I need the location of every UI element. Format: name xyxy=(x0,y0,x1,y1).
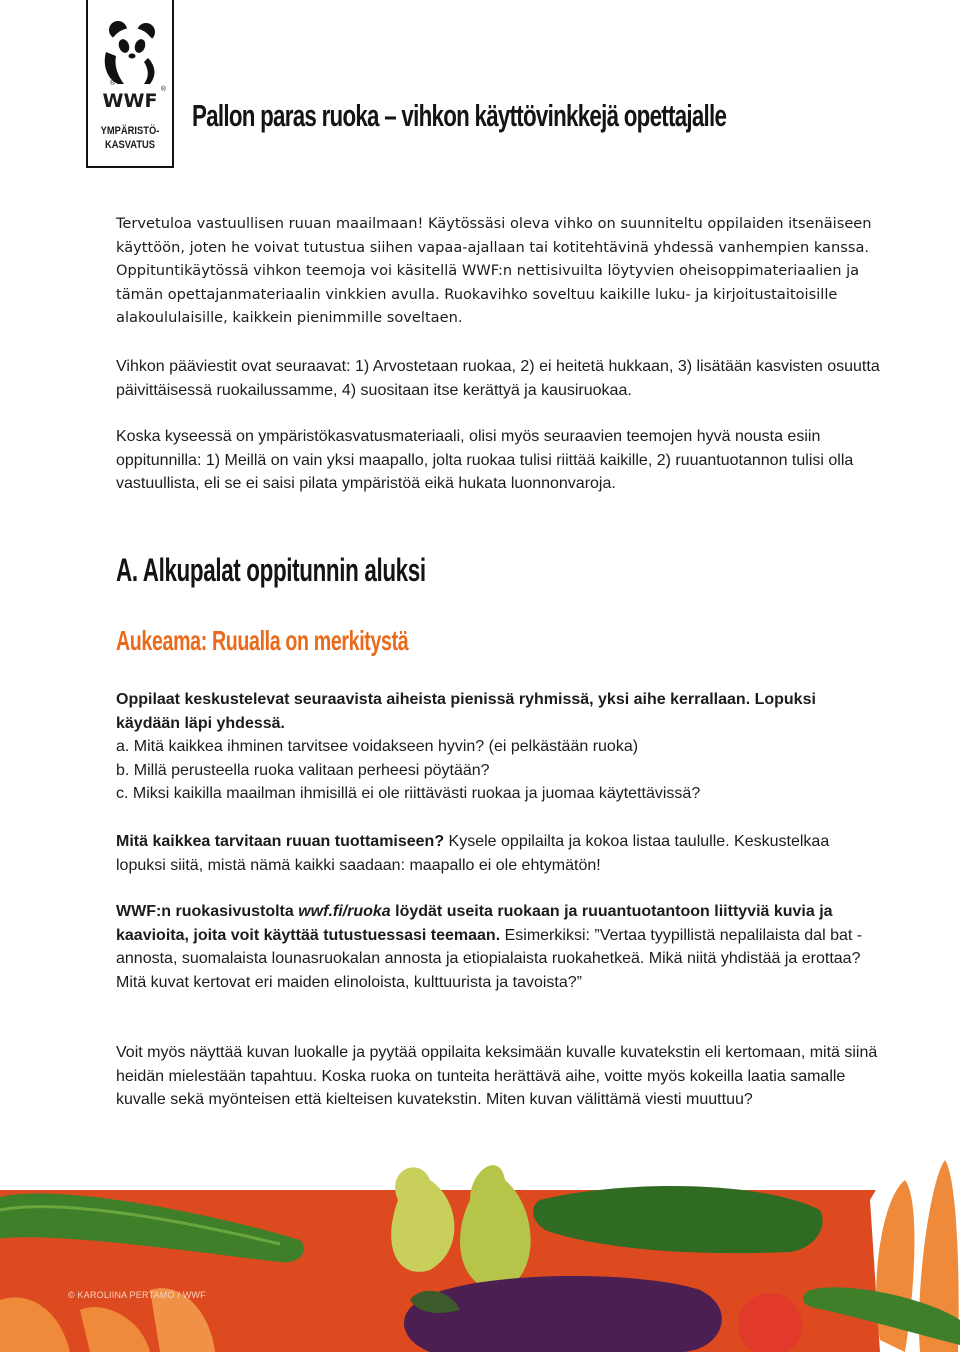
logo-subtitle-line1: YMPÄRISTÖ- xyxy=(100,125,160,137)
website-text-bold: WWF:n ruokasivustolta xyxy=(116,903,299,920)
list-item: c. Miksi kaikilla maailman ihmisillä ei ole riittävästi ruokaa ja juomaa käytettävissä? xyxy=(116,785,701,803)
wwf-logo xyxy=(86,0,174,168)
registered-mark-2: ® xyxy=(160,86,166,93)
website-text-bold-2: löydät useita ruokaan ja ruuantuotantoon liittyviä kuvia ja kaavioita, joita voit käyttää tutustuessasi teemaan. xyxy=(116,903,833,944)
panda-icon xyxy=(88,0,172,90)
list-item: a. Mitä kaikkea ihminen tarvitsee voidakseen hyvin? (ei pelkästään ruoka) xyxy=(116,738,639,756)
logo-subtitle-line2: KASVATUS xyxy=(104,139,156,151)
logo-subtitle xyxy=(94,124,165,152)
caption-paragraph xyxy=(116,1041,880,1112)
intro-text-1: Tervetuloa vastuullisen ruuan maailmaan! Käytössäsi oleva vihko on suunniteltu oppilaiden itsenäiseen käyttöön, joten he voivat tutustua siihen vapaa-ajallaan tai kotitehtävinä yhdessä vanhempien kanssa. Oppituntikäytössä vihkon teemoja voi käsitellä WWF:n nettisivuilta löytyvien oheisoppimateriaalien ja tämän opettajanmateriaalin vinkkien avulla. Ruokavihko soveltuu kaikille luku- ja kirjoitustaitoisille alakoululaisille, kaikkein pienimmille soveltaen. xyxy=(116,215,872,327)
website-text-rest: Esimerkiksi: ”Vertaa tyypillistä nepalilaista dal bat -annosta, suomalaista lounasruokalan annosta ja etiopialaista ruokahetkeä. Mikä niitä yhdistää ja erottaa? Mitä kuvat kertovat eri maiden elinoloista, kulttuurista ja tavoista?” xyxy=(116,926,863,991)
production-question xyxy=(116,830,880,877)
discussion-block xyxy=(116,688,880,806)
intro-text-2: Vihkon pääviestit ovat seuraavat: 1) Arvostetaan ruokaa, 2) ei heitetä hukkaan, 3) lisätään kasvisten osuutta päivittäisessä ruokailussamme, 4) suositaan itse kerättyä ja kausiruokaa. xyxy=(116,358,880,399)
production-question-rest: Kysele oppilailta ja kokoa listaa taululle. Keskustelkaa lopuksi siitä, mistä nämä kaikki saadaan: maapallo ei ole ehtymätön! xyxy=(116,833,830,874)
photo-credit: © KAROLIINA PERTAMO / WWF xyxy=(68,1290,206,1300)
discussion-lead: Oppilaat keskustelevat seuraavista aiheista pienissä ryhmissä, yksi aihe kerrallaan. Lopuksi käydään läpi yhdessä. xyxy=(116,691,816,732)
pear-icon xyxy=(460,1165,531,1290)
website-link[interactable]: wwf.fi/ruoka xyxy=(298,903,391,920)
list-item: b. Millä perusteella ruoka valitaan perheesi pöytään? xyxy=(116,761,490,779)
intro-paragraph-2 xyxy=(116,355,880,402)
wwf-wordmark: WWF xyxy=(102,90,158,112)
website-paragraph xyxy=(116,900,880,994)
section-subheading: Aukeama: Ruualla on merkitystä xyxy=(116,625,409,656)
page-title: Pallon paras ruoka – vihkon käyttövinkkejä opettajalle xyxy=(192,98,727,133)
vegetable-illustration xyxy=(0,1140,960,1352)
pear-icon xyxy=(391,1167,454,1272)
intro-paragraph-3 xyxy=(116,425,880,496)
registered-mark: ® xyxy=(110,80,116,87)
caption-text: Voit myös näyttää kuvan luokalle ja pyytää oppilaita keksimään kuvalle kuvatekstin eli kertomaan, mitä siinä heidän mielestään tapahtuu. Koska ruoka on tunteita herättävä aihe, voitte myös kokeilla laatia samalle kuvalle sekä myönteisen että kielteisen kuvatekstin. Miten kuvan välittämä viesti muuttuu? xyxy=(116,1044,878,1109)
production-question-bold: Mitä kaikkea tarvitaan ruuan tuottamiseen? xyxy=(116,833,445,850)
intro-paragraph-1 xyxy=(116,212,880,330)
section-heading-a: A. Alkupalat oppitunnin aluksi xyxy=(116,552,426,588)
intro-text-3: Koska kyseessä on ympäristökasvatusmateriaali, olisi myös seuraavien teemojen hyvä nousta esiin oppitunnilla: 1) Meillä on vain yksi maapallo, jolta ruokaa tulisi riittää kaikille, 2) ruuantuotannon tulisi olla vastuullista, eli se ei saisi pilata ympäristöä eikä hukata luonnonvaroja. xyxy=(116,428,854,493)
